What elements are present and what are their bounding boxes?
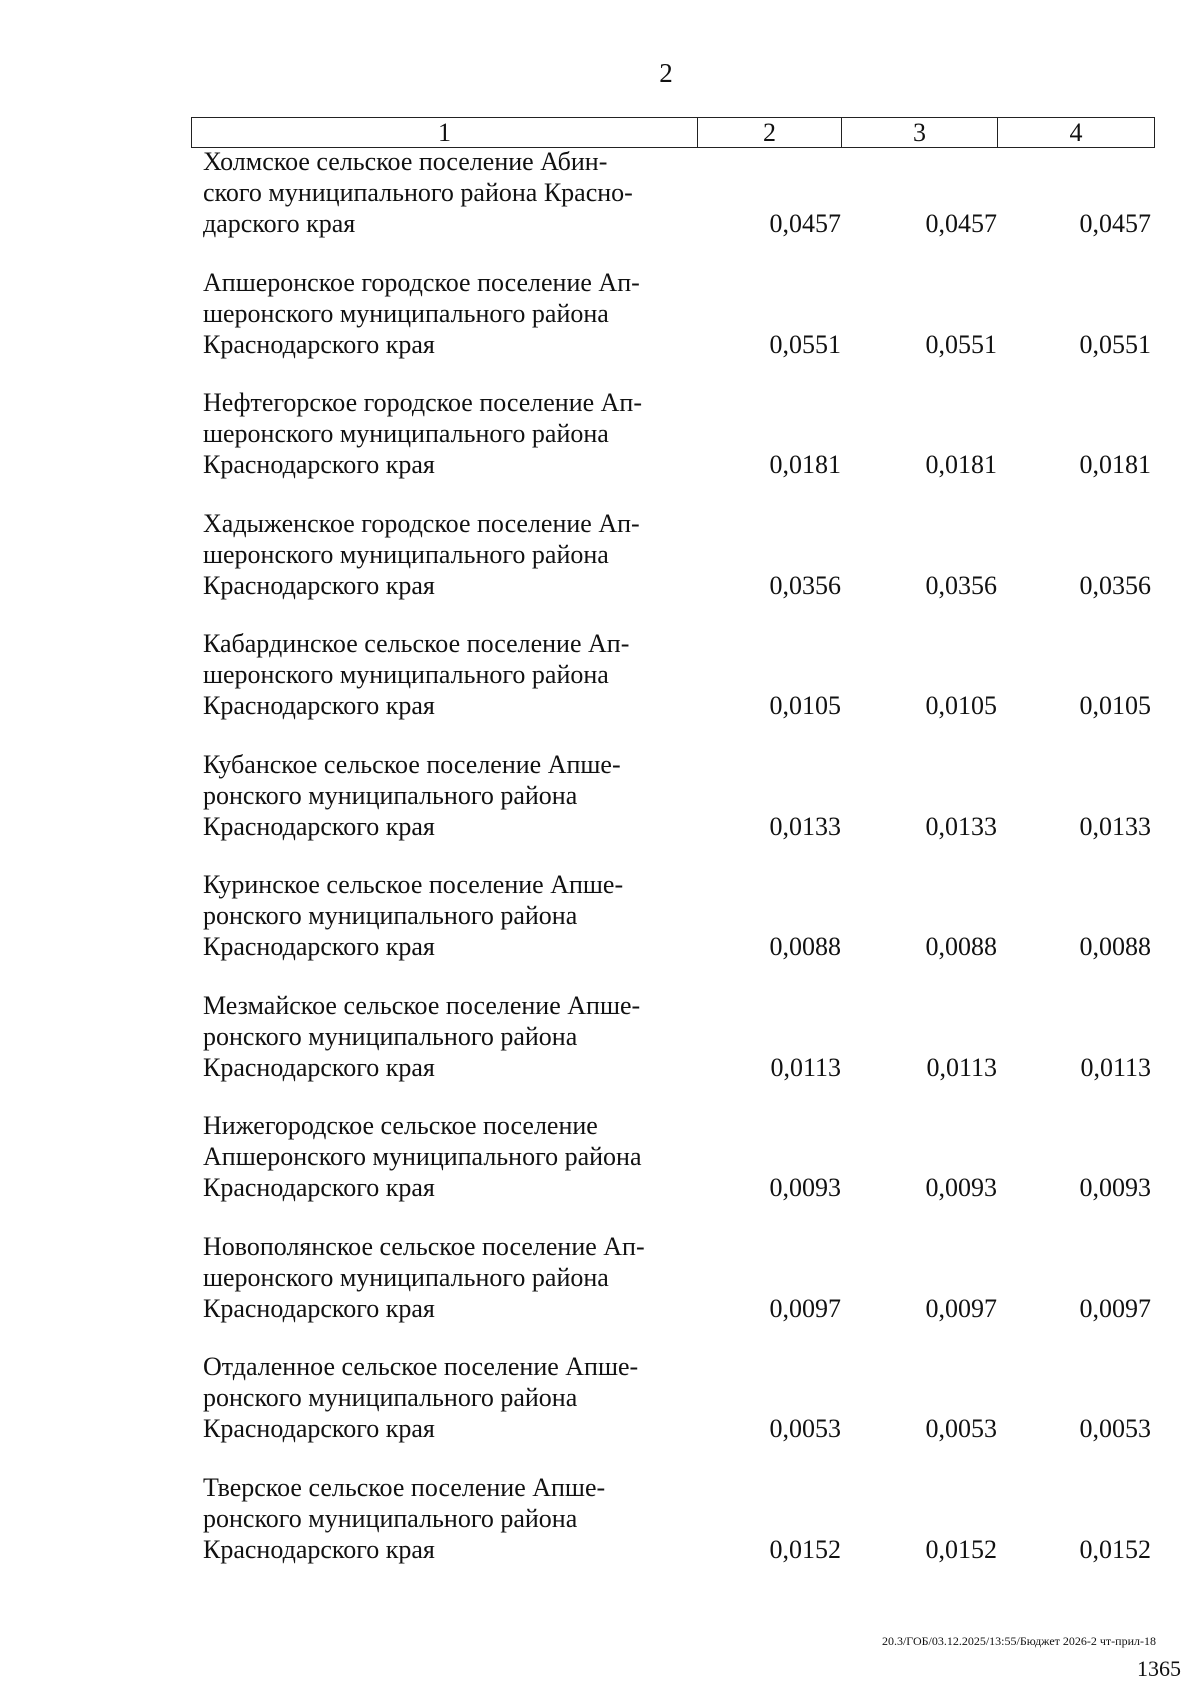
settlement-name	[203, 387, 683, 480]
table-row	[191, 508, 1155, 629]
sheet-number: 1365	[1137, 1656, 1181, 1681]
value-col-3: 0,0093	[925, 1173, 997, 1202]
settlement-name-line: Краснодарского края	[203, 329, 435, 359]
settlement-name-line: Тверское сельское поселение Апше-	[203, 1472, 606, 1502]
settlement-name-line: Отдаленное сельское поселение Апше-	[203, 1352, 639, 1381]
value-col-4: 0,0097	[1079, 1293, 1151, 1323]
value-col-2: 0,0088	[769, 932, 841, 961]
table-row	[191, 1472, 1155, 1593]
settlement-name	[203, 990, 683, 1083]
settlement-name	[203, 869, 683, 962]
settlement-name-line: Краснодарского края	[203, 1052, 435, 1082]
value-col-3: 0,0181	[925, 450, 997, 479]
value-col-2: 0,0113	[770, 1052, 841, 1082]
settlement-name-line: ского муниципального района Красно-	[203, 178, 633, 207]
table-body	[191, 146, 1155, 1592]
settlement-name-line: дарского края	[203, 209, 356, 238]
table-row	[191, 869, 1155, 990]
settlement-name-line: Краснодарского края	[203, 691, 435, 720]
value-col-3: 0,0053	[925, 1414, 997, 1443]
document-code: 20.3/ГОБ/03.12.2025/13:55/Бюджет 2026-2 чт-прил-18	[881, 1634, 1156, 1648]
settlement-name	[203, 146, 683, 239]
settlement-name-line: шеронского муниципального района	[203, 539, 609, 569]
settlement-name	[203, 508, 683, 601]
settlement-name-line: ронского муниципального района	[203, 1503, 578, 1533]
settlement-name-line: Кабардинское сельское поселение Ап-	[203, 629, 630, 658]
settlement-name-line: шеронского муниципального района	[203, 660, 609, 689]
settlement-name-line: Нефтегорское городское поселение Ап-	[203, 388, 643, 417]
table-row	[191, 1351, 1155, 1472]
settlement-name	[203, 1110, 683, 1203]
settlement-name	[203, 749, 683, 842]
settlement-name-line: ронского муниципального района	[203, 1021, 578, 1051]
settlement-name-line: Краснодарского края	[203, 450, 435, 479]
settlement-name-line: Краснодарского края	[203, 1534, 435, 1564]
value-col-2: 0,0181	[769, 450, 841, 479]
value-col-3: 0,0113	[926, 1052, 997, 1082]
value-col-2: 0,0097	[769, 1293, 841, 1323]
settlement-name	[203, 1351, 683, 1444]
settlement-name-line: Кубанское сельское поселение Апше-	[203, 749, 621, 779]
table-row	[191, 990, 1155, 1111]
table-row	[191, 1231, 1155, 1352]
table-header	[191, 117, 1155, 148]
settlement-name-line: Краснодарского края	[203, 932, 435, 961]
settlement-name	[203, 267, 683, 360]
value-col-3: 0,0133	[925, 811, 997, 841]
value-col-4: 0,0152	[1079, 1534, 1151, 1564]
settlement-name-line: Холмское сельское поселение Абин-	[203, 147, 608, 176]
value-col-3: 0,0097	[925, 1293, 997, 1323]
settlement-name-line: шеронского муниципального района	[203, 1262, 609, 1292]
page-number: 2	[659, 58, 673, 88]
value-col-2: 0,0457	[769, 209, 841, 238]
value-col-2: 0,0053	[769, 1414, 841, 1443]
header-cell-3: 3	[842, 118, 998, 147]
table-row	[191, 146, 1155, 267]
settlement-name-line: Краснодарского края	[203, 1293, 435, 1323]
settlement-name-line: Куринское сельское поселение Апше-	[203, 870, 624, 899]
value-col-2: 0,0093	[769, 1173, 841, 1202]
value-col-4: 0,0093	[1079, 1173, 1151, 1202]
settlement-name-line: Апшеронское городское поселение Ап-	[203, 267, 640, 297]
table-row	[191, 1110, 1155, 1231]
value-col-3: 0,0356	[925, 570, 997, 600]
settlement-name-line: Хадыженское городское поселение Ап-	[203, 508, 640, 538]
settlement-name-line: ронского муниципального района	[203, 780, 578, 810]
settlement-name-line: Новополянское сельское поселение Ап-	[203, 1231, 645, 1261]
value-col-4: 0,0088	[1079, 932, 1151, 961]
value-col-4: 0,0457	[1079, 209, 1151, 238]
settlement-name-line: шеронского муниципального района	[203, 419, 609, 448]
value-col-3: 0,0105	[925, 691, 997, 720]
value-col-4: 0,0356	[1079, 570, 1151, 600]
settlement-name-line: Мезмайское сельское поселение Апше-	[203, 990, 641, 1020]
settlement-name-line: Краснодарского края	[203, 1173, 435, 1202]
settlement-name-line: Нижегородское сельское поселение	[203, 1111, 598, 1140]
value-col-2: 0,0551	[769, 329, 841, 359]
settlement-name-line: ронского муниципального района	[203, 1383, 578, 1412]
settlement-name	[203, 628, 683, 721]
value-col-3: 0,0457	[925, 209, 997, 238]
value-col-2: 0,0152	[769, 1534, 841, 1564]
settlement-name-line: Краснодарского края	[203, 1414, 435, 1443]
value-col-4: 0,0105	[1079, 691, 1151, 720]
header-cell-4: 4	[1069, 118, 1083, 147]
value-col-2: 0,0105	[769, 691, 841, 720]
value-col-3: 0,0088	[925, 932, 997, 961]
table-row	[191, 749, 1155, 870]
settlement-name	[203, 1231, 683, 1324]
settlement-name-line: Краснодарского края	[203, 570, 435, 600]
table-row	[191, 387, 1155, 508]
value-col-3: 0,0551	[925, 329, 997, 359]
table-row	[191, 267, 1155, 388]
value-col-4: 0,0181	[1079, 450, 1151, 479]
value-col-4: 0,0113	[1080, 1052, 1151, 1082]
header-cell-1: 1	[192, 118, 698, 147]
header-cell-2: 2	[698, 118, 842, 147]
value-col-4: 0,0133	[1079, 811, 1151, 841]
value-col-3: 0,0152	[925, 1534, 997, 1564]
value-col-2: 0,0356	[769, 570, 841, 600]
settlement-name-line: шеронского муниципального района	[203, 298, 609, 328]
value-col-4: 0,0551	[1079, 329, 1151, 359]
value-col-2: 0,0133	[769, 811, 841, 841]
settlement-name-line: Краснодарского края	[203, 811, 435, 841]
settlement-name-line: ронского муниципального района	[203, 901, 578, 930]
value-col-4: 0,0053	[1079, 1414, 1151, 1443]
table-row	[191, 628, 1155, 749]
settlement-name	[203, 1472, 683, 1565]
settlement-name-line: Апшеронского муниципального района	[203, 1142, 642, 1171]
